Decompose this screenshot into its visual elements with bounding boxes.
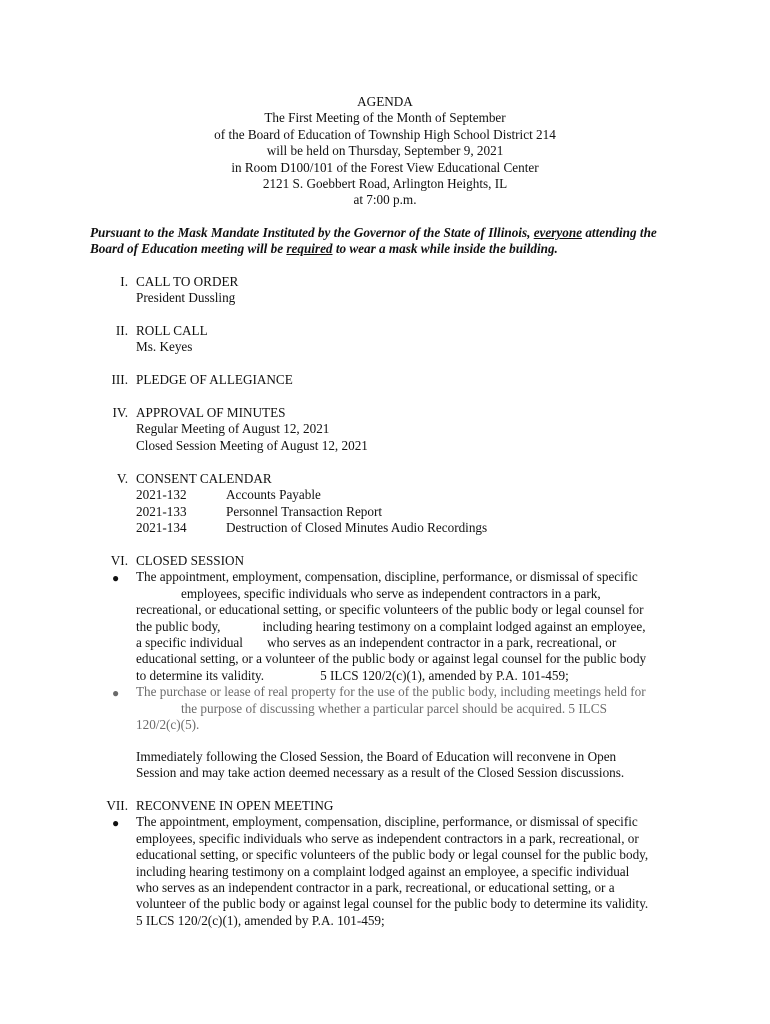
- item-title: CONSENT CALENDAR: [136, 471, 272, 486]
- notice-underline-required: required: [286, 241, 333, 257]
- bullet-text-fragment: the public body,: [136, 618, 221, 634]
- bullet-text-line: educational setting, or specific volunteers of the public body or legal counsel for the public body,: [136, 847, 649, 863]
- followup-text-line: Session and may take action deemed necessary as a result of the Closed Session discussions.: [136, 765, 625, 781]
- consent-row: [136, 520, 676, 536]
- bullet-text-line: 5 ILCS 120/2(c)(1), amended by P.A. 101-459;: [136, 912, 385, 928]
- closed-session-bullet-1: [136, 569, 676, 684]
- item-title: ROLL CALL: [136, 323, 208, 338]
- bullet-text-line: recreational, or educational setting, or specific volunteers of the public body or legal counsel for: [136, 602, 644, 618]
- item-detail: Closed Session Meeting of August 12, 2021: [136, 437, 368, 453]
- meeting-time: at 7:00 p.m.: [353, 192, 417, 208]
- item-number: IV.: [112, 405, 128, 420]
- bullet-text-line: [136, 619, 676, 635]
- agenda-title: AGENDA: [357, 94, 413, 109]
- notice-text-2: attending the Board of Education meeting will be: [90, 225, 657, 257]
- bullet-text-line: the purpose of discussing whether a particular parcel should be acquired. 5 ILCS: [181, 700, 607, 716]
- item-detail: Regular Meeting of August 12, 2021: [136, 421, 330, 437]
- bullet-text-line: [136, 635, 676, 651]
- consent-description: Destruction of Closed Minutes Audio Recordings: [226, 520, 488, 536]
- bullet-text-fragment: a specific individual: [136, 634, 243, 650]
- bullet-text-line: The purchase or lease of real property for the use of the public body, including meetings held for: [136, 684, 646, 700]
- consent-row: [136, 504, 676, 520]
- consent-code: 2021-132: [136, 487, 187, 503]
- item-detail: Ms. Keyes: [136, 339, 193, 355]
- bullet-text-fragment: to determine its validity.: [136, 667, 265, 683]
- item-title: CLOSED SESSION: [136, 553, 245, 568]
- item-number: V.: [116, 471, 128, 486]
- bullet-text-line: including hearing testimony on a complaint lodged against an employee, a specific individual: [136, 863, 630, 879]
- closed-session-bullet-2: [136, 684, 676, 733]
- bullet-text-line: [136, 668, 676, 684]
- item-title: PLEDGE OF ALLEGIANCE: [136, 372, 293, 387]
- item-title: APPROVAL OF MINUTES: [136, 405, 286, 420]
- item-title: CALL TO ORDER: [136, 274, 239, 289]
- bullet-text-line: employees, specific individuals who serve as independent contractors in a park,: [181, 585, 601, 601]
- item-detail: President Dussling: [136, 290, 236, 306]
- bullet-text-line: The appointment, employment, compensation, discipline, performance, or dismissal of specific: [136, 814, 638, 830]
- bullet-text-line: employees, specific individuals who serve as independent contractors in a park, recreational, or: [136, 830, 639, 846]
- item-number: II.: [115, 323, 128, 338]
- consent-description: Accounts Payable: [226, 487, 321, 503]
- item-number: VII.: [106, 798, 128, 813]
- consent-row: [136, 487, 676, 503]
- item-number: I.: [120, 274, 128, 289]
- meeting-address: 2121 S. Goebbert Road, Arlington Heights, IL: [262, 175, 508, 191]
- bullet-text-line: 120/2(c)(5).: [136, 716, 200, 732]
- bullet-text-fragment: including hearing testimony on a complaint lodged against an employee,: [262, 618, 646, 634]
- bullet-text-line: volunteer of the public body or against legal counsel for the public body to determine its validity.: [136, 896, 649, 912]
- consent-code: 2021-134: [136, 520, 187, 536]
- board-name: of the Board of Education of Township High School District 214: [214, 126, 556, 142]
- bullet-icon: ●: [112, 571, 120, 585]
- meeting-description: The First Meeting of the Month of September: [264, 110, 506, 126]
- bullet-text-line: educational setting, or a volunteer of the public body or against legal counsel for the public body: [136, 651, 647, 667]
- bullet-icon: ●: [112, 686, 120, 700]
- followup-text-line: Immediately following the Closed Session, the Board of Education will reconvene in Open: [136, 749, 617, 764]
- reconvene-bullet: [136, 814, 676, 929]
- mask-mandate-notice: [90, 225, 690, 258]
- item-number: VI.: [110, 553, 128, 568]
- meeting-date: will be held on Thursday, September 9, 2021: [266, 143, 504, 159]
- consent-description: Personnel Transaction Report: [226, 503, 383, 519]
- item-number: III.: [111, 372, 128, 387]
- bullet-text-line: The appointment, employment, compensation, discipline, performance, or dismissal of specific: [136, 569, 638, 585]
- bullet-icon: ●: [112, 816, 120, 830]
- consent-code: 2021-133: [136, 503, 187, 519]
- bullet-text-fragment: 5 ILCS 120/2(c)(1), amended by P.A. 101-459;: [320, 667, 569, 683]
- notice-underline-everyone: everyone: [533, 225, 583, 240]
- closed-session-followup: [136, 749, 676, 782]
- notice-text-3: to wear a mask while inside the building.: [332, 241, 558, 257]
- agenda-header: [0, 94, 770, 209]
- notice-text-1: Pursuant to the Mask Mandate Instituted by the Governor of the State of Illinois,: [90, 225, 534, 240]
- item-title: RECONVENE IN OPEN MEETING: [136, 798, 334, 813]
- bullet-text-fragment: who serves as an independent contractor in a park, recreational, or: [266, 634, 617, 650]
- meeting-room: in Room D100/101 of the Forest View Educational Center: [231, 159, 539, 175]
- bullet-text-line: who serves as an independent contractor in a park, recreational, or educational setting, or a: [136, 879, 615, 895]
